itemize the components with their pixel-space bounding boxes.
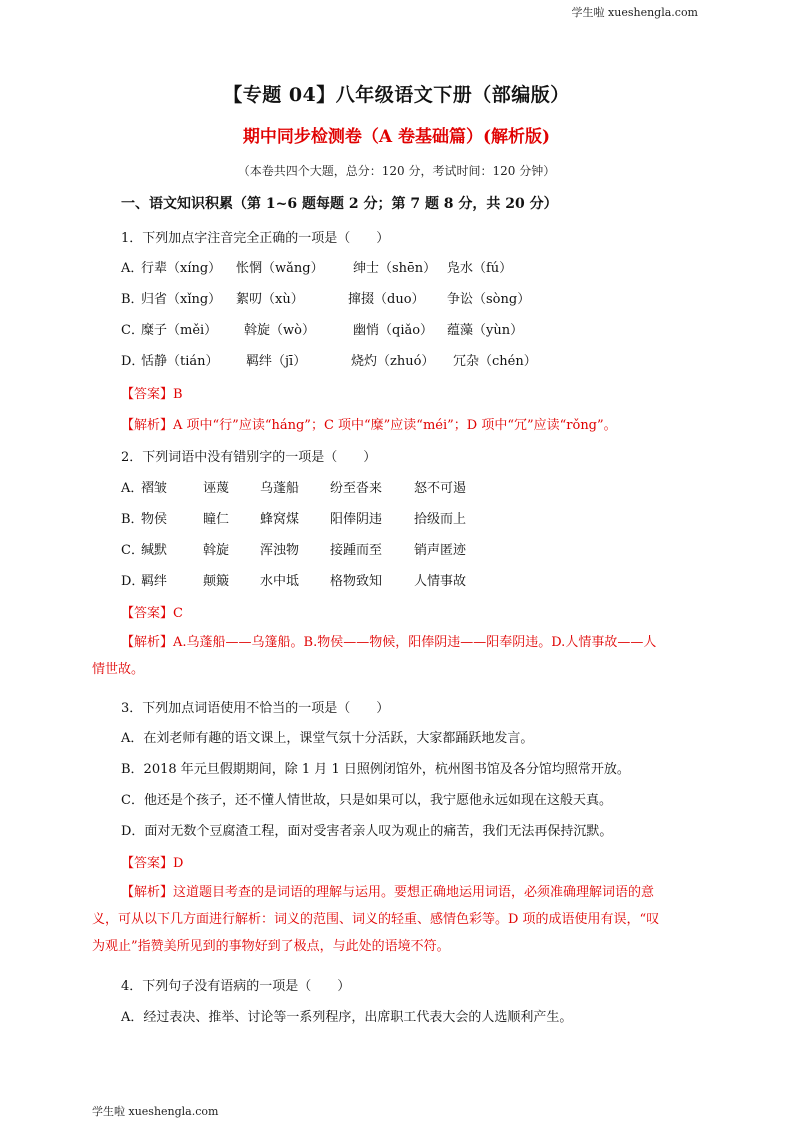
section-heading: 一、语文知识积累（第 1~6 题每题 2 分；第 7 题 8 分，共 20 分） [121, 196, 558, 212]
option-word: 人情事故 [414, 574, 467, 589]
option-word: 争讼（sòng） [447, 292, 531, 307]
option-word: 浑浊物 [260, 543, 300, 558]
option-word: 怒不可遏 [414, 481, 467, 496]
question-1-option-d [121, 350, 537, 369]
option-word: 斡旋（wò） [244, 323, 315, 338]
question-1-option-c [121, 319, 523, 338]
question-2-option-c [121, 539, 466, 558]
answer-value: C [173, 606, 183, 621]
question-1-explanation [121, 414, 617, 433]
option-word: 斡旋 [203, 543, 230, 558]
option-word: 羁绊 [141, 574, 168, 589]
explain-text: A.乌蓬船——乌篷船。B.物侯——物候，阳俸阴违——阳奉阴违。D.人情事故——人 [173, 635, 657, 650]
page-title: 【专题 04】八年级语文下册（部编版） [223, 84, 570, 106]
answer-label: 【答案】 [121, 856, 174, 871]
option-word: 絮叨（xù） [236, 292, 304, 307]
option-word: 销声匿迹 [414, 543, 467, 558]
exam-note: （本卷共四个大题，总分：120 分，考试时间：120 分钟） [237, 164, 556, 178]
question-2-explanation [92, 629, 697, 683]
question-4-stem: 4．下列句子没有语病的一项是（ ） [121, 979, 351, 994]
footer-site-text: 学生啦 xueshengla.com [92, 1105, 219, 1118]
question-1-option-a [121, 257, 512, 276]
question-1-option-b [121, 288, 530, 307]
question-3-explanation [92, 879, 697, 960]
question-3-stem: 3．下列加点词语使用不恰当的一项是（ ） [121, 701, 390, 716]
option-letter: A． [121, 481, 144, 496]
explain-text: 为观止”指赞美所见到的事物好到了极点，与此处的语境不符。 [92, 939, 450, 954]
option-word: 蜂窝煤 [260, 512, 300, 527]
question-3-option-d: D．面对无数个豆腐渣工程，面对受害者亲人叹为观止的痛苦，我们无法再保持沉默。 [121, 824, 613, 839]
answer-label: 【答案】 [121, 387, 174, 402]
option-word: 阳俸阴违 [330, 512, 383, 527]
question-3-answer [121, 852, 183, 871]
option-word: 撺掇（duo） [348, 292, 425, 307]
question-2-option-b [121, 508, 466, 527]
option-word: 怅惘（wǎng） [236, 261, 324, 276]
option-word: 物侯 [141, 512, 168, 527]
explain-text: 情世故。 [92, 662, 145, 677]
option-word: 幽悄（qiǎo） [353, 323, 434, 338]
option-word: 褶皱 [141, 481, 168, 496]
option-word: 恬静（tián） [141, 354, 219, 369]
header-site-text: 学生啦 xueshengla.com [571, 6, 698, 19]
option-word: 绅士（shēn） [353, 261, 437, 276]
answer-label: 【答案】 [121, 606, 174, 621]
option-word: 凫水（fú） [447, 261, 513, 276]
page-subtitle: 期中同步检测卷（A 卷基础篇）(解析版) [242, 127, 551, 147]
question-2-option-d [121, 570, 466, 589]
option-word: 颠簸 [203, 574, 230, 589]
option-word: 格物致知 [330, 574, 383, 589]
option-word: 烧灼（zhuó） [351, 354, 435, 369]
option-word: 纷至沓来 [330, 481, 383, 496]
option-word: 诬蔑 [203, 481, 230, 496]
option-letter: B． [121, 292, 144, 307]
question-4-option-a: A．经过表决、推举、讨论等一系列程序，出席职工代表大会的人选顺利产生。 [121, 1010, 573, 1025]
question-1-stem: 1．下列加点字注音完全正确的一项是（ ） [121, 231, 390, 246]
question-3-option-a: A．在刘老师有趣的语文课上，课堂气氛十分活跃，大家都踊跃地发言。 [121, 731, 534, 746]
option-word: 缄默 [141, 543, 168, 558]
option-letter: D． [121, 574, 145, 589]
question-2-answer [121, 602, 183, 621]
option-word: 归省（xǐng） [141, 292, 222, 307]
option-word: 接踵而至 [330, 543, 383, 558]
option-word: 蕴藻（yùn） [447, 323, 524, 338]
option-word: 乌蓬船 [260, 481, 300, 496]
question-2-stem: 2．下列词语中没有错别字的一项是（ ） [121, 450, 377, 465]
explain-label: 【解析】 [121, 418, 174, 433]
answer-value: D [173, 856, 184, 871]
question-1-answer [121, 383, 183, 402]
explain-label: 【解析】 [121, 635, 174, 650]
option-word: 糜子（měi） [141, 323, 218, 338]
question-3-option-b: B．2018 年元旦假期期间，除 1 月 1 日照例闭馆外，杭州图书馆及各分馆均照常开放。 [121, 762, 630, 777]
question-2-option-a [121, 477, 466, 496]
option-word: 瞳仁 [203, 512, 230, 527]
answer-value: B [173, 387, 183, 402]
option-word: 行辈（xíng） [141, 261, 222, 276]
option-letter: B． [121, 512, 144, 527]
option-letter: C． [121, 543, 144, 558]
option-word: 水中坻 [260, 574, 300, 589]
option-letter: C． [121, 323, 144, 338]
option-letter: A． [121, 261, 144, 276]
option-word: 拾级而上 [414, 512, 467, 527]
option-letter: D． [121, 354, 145, 369]
explain-label: 【解析】 [121, 885, 174, 900]
question-3-option-c: C．他还是个孩子，还不懂人情世故，只是如果可以，我宁愿他永远如现在这般天真。 [121, 793, 612, 808]
explain-text: 义，可从以下几方面进行解析：词义的范围、词义的轻重、感情色彩等。D 项的成语使用有误，“叹 [92, 912, 660, 927]
option-word: 羁绊（jī） [246, 354, 307, 369]
explain-text: 这道题目考查的是词语的理解与运用。要想正确地运用词语，必须准确理解词语的意 [173, 885, 655, 900]
explain-text: A 项中“行”应读“háng”；C 项中“糜”应读“méi”；D 项中“冗”应读“rǒng”。 [173, 418, 617, 433]
option-word: 冗杂（chén） [453, 354, 537, 369]
